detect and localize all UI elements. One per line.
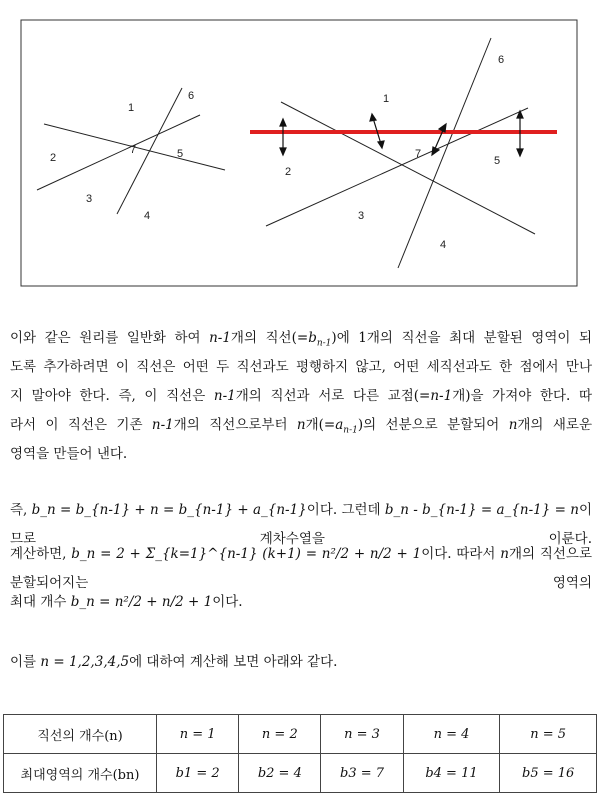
paragraph-1-line-1: 이와 같은 원리를 일반화 하여 n-1개의 직선$(=b_{n-1})$에 1개의 직선을 최대 분할된 영역이 되 xyxy=(10,330,592,349)
left-label-3: 3 xyxy=(86,193,93,205)
right-line-c xyxy=(398,38,491,268)
paragraph-2-line-3: 최대 개수 b_n = n²/2 + n/2 + 1이다. xyxy=(10,594,243,610)
row-header-lines: 직선의 개수(n) xyxy=(4,715,157,754)
left-label-6: 6 xyxy=(188,90,195,102)
left-line-c xyxy=(117,88,182,214)
table-cell: b2 = 4 xyxy=(239,754,321,793)
difference-formula: b_n - b_{n-1} = a_{n-1} = n xyxy=(384,502,579,518)
right-label-1: 1 xyxy=(383,93,390,105)
paragraph-1-line-2: 도록 추가하려면 이 직선은 어떤 두 직선과도 평행하지 않고, 어떤 세직선과도 한 점에서 만나 xyxy=(10,359,592,375)
right-label-5: 5 xyxy=(494,155,501,167)
table-cell: n = 5 xyxy=(500,715,597,754)
table-cell: b1 = 2 xyxy=(157,754,239,793)
sum-formula: b_n = 2 + Σ_{k=1}^{n-1} (k+1) = n²/2 + n/2 + 1 xyxy=(71,546,422,562)
paragraph-3: 이를 n = 1,2,3,4,5에 대하여 계산해 보면 아래와 같다. xyxy=(10,654,338,670)
table-cell: b3 = 7 xyxy=(321,754,403,793)
left-label-7: 7 xyxy=(130,144,137,156)
table-cell: n = 2 xyxy=(239,715,321,754)
closed-form-formula: b_n = n²/2 + n/2 + 1 xyxy=(70,594,213,610)
right-label-2: 2 xyxy=(285,166,292,178)
right-label-6: 6 xyxy=(498,54,505,66)
table-cell: b4 = 11 xyxy=(403,754,500,793)
figure-frame xyxy=(21,20,577,286)
paragraph-2-line-1: 즉, b_n = b_{n-1} + n = b_{n-1} + a_{n-1}이다. 그런데 b_n - b_{n-1} = a_{n-1} = n이므로 계차수열을 이룬다. xyxy=(10,502,592,547)
right-label-7: 7 xyxy=(415,148,422,160)
paragraph-1-line-3: 지 말아야 한다. 즉, 이 직선은 n-1개의 직선과 서로 다른 교점(=n-1개)을 가져야 한다. 따 xyxy=(10,388,592,404)
table-cell: n = 1 xyxy=(157,715,239,754)
table-row xyxy=(4,715,597,754)
table-cell: n = 4 xyxy=(403,715,500,754)
results-table xyxy=(3,714,597,793)
right-label-4: 4 xyxy=(440,239,447,251)
paragraph-1-line-5: 영역을 만들어 낸다. xyxy=(10,446,128,462)
left-label-2: 2 xyxy=(50,152,57,164)
left-line-b xyxy=(37,115,200,190)
left-label-1: 1 xyxy=(128,102,135,114)
left-label-4: 4 xyxy=(144,210,151,222)
region-diagram xyxy=(0,0,600,300)
left-label-5: 5 xyxy=(177,148,184,160)
paragraph-1-line-4: 라서 이 직선은 기존 n-1개의 직선으로부터 n개$(=a_{n-1})$의 선분으로 분할되어 n개의 새로운 xyxy=(10,417,592,436)
table-cell: b5 = 16 xyxy=(500,754,597,793)
row-header-regions: 최대영역의 개수(bn) xyxy=(4,754,157,793)
right-label-3: 3 xyxy=(358,210,365,222)
table-row xyxy=(4,754,597,793)
recurrence-formula: b_n = b_{n-1} + n = b_{n-1} + a_{n-1} xyxy=(31,502,307,518)
table-cell: n = 3 xyxy=(321,715,403,754)
paragraph-2-line-2: 계산하면, b_n = 2 + Σ_{k=1}^{n-1} (k+1) = n²/2 + n/2 + 1이다. 따라서 n개의 직선으로 분할되어지는 영역의 xyxy=(10,546,592,591)
right-line-b xyxy=(266,108,528,226)
